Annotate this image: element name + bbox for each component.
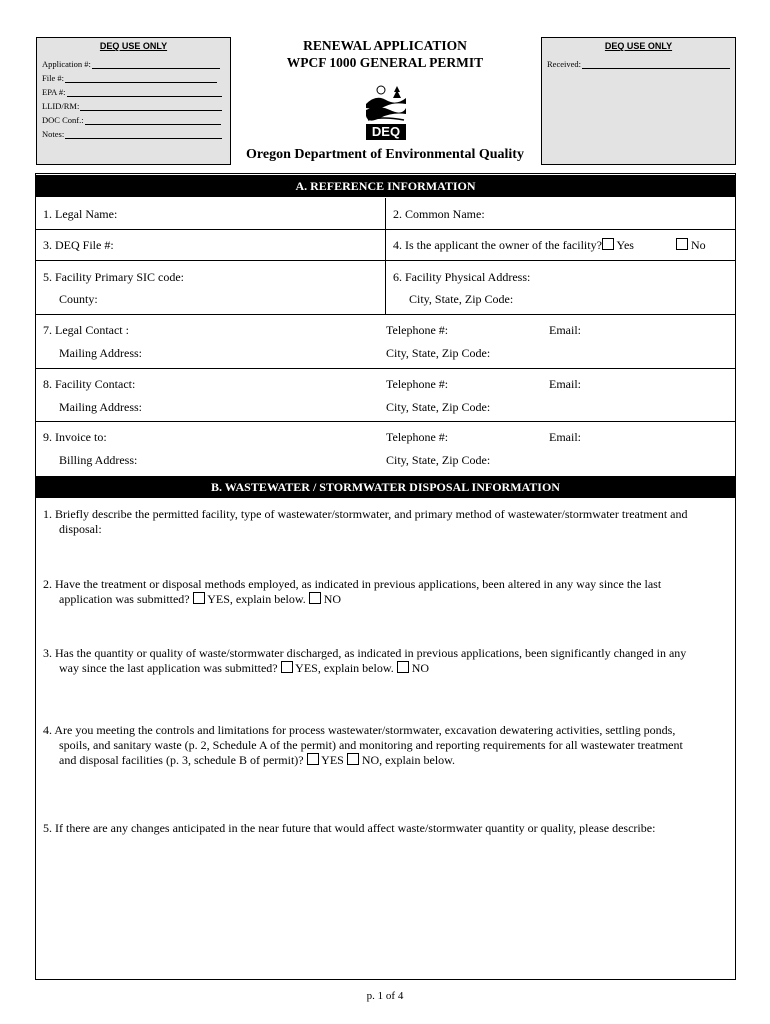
question-2-no-label: NO <box>323 592 342 606</box>
facility-contact-email-field[interactable]: Email: <box>549 377 581 391</box>
notes-field[interactable]: Notes: <box>42 129 222 139</box>
deq-use-only-title: DEQ USE ONLY <box>99 41 168 51</box>
question-4 <box>43 723 728 768</box>
legal-contact-telephone-field[interactable]: Telephone #: <box>386 323 449 337</box>
question-2 <box>43 577 728 607</box>
owner-yes-label: Yes <box>616 238 634 252</box>
question-4-line-2: spoils, and sanitary waste (p. 2, Schedule A of the permit) and monitoring and reporting requirements for all wastewater treatment <box>59 738 683 752</box>
sic-code-field[interactable]: 5. Facility Primary SIC code: <box>43 270 184 284</box>
owner-no <box>676 238 706 253</box>
application-number-field[interactable]: Application #: <box>42 59 220 69</box>
deq-logo <box>364 82 408 142</box>
owner-no-label: No <box>691 238 706 252</box>
row-divider <box>36 314 735 315</box>
legal-name-field[interactable]: 1. Legal Name: <box>43 207 118 221</box>
question-3-line-2: way since the last application was submitted? <box>59 661 278 675</box>
invoice-email-field[interactable]: Email: <box>549 430 581 444</box>
question-3-no-label: NO <box>411 661 430 675</box>
billing-city-state-zip-field[interactable]: City, State, Zip Code: <box>386 453 491 467</box>
row-divider <box>36 260 735 261</box>
row-divider <box>36 421 735 422</box>
question-4-yes-checkbox[interactable] <box>307 753 319 765</box>
section-b-header: B. WASTEWATER / STORMWATER DISPOSAL INFORMATION <box>36 476 735 498</box>
facility-contact-city-state-zip-field[interactable]: City, State, Zip Code: <box>386 400 491 414</box>
invoice-telephone-field[interactable]: Telephone #: <box>386 430 449 444</box>
physical-address-field[interactable]: 6. Facility Physical Address: <box>393 270 531 284</box>
question-2-yes-checkbox[interactable] <box>193 592 205 604</box>
question-4-no-label: NO, explain below. <box>361 753 456 767</box>
deq-logo-text: DEQ <box>371 124 401 139</box>
deq-file-field[interactable]: 3. DEQ File #: <box>43 238 114 252</box>
question-1-line-1: 1. Briefly describe the permitted facility, type of wastewater/stormwater, and primary method of wastewater/stormwater treatment and <box>43 507 688 521</box>
question-2-line-1: 2. Have the treatment or disposal methods employed, as indicated in previous applications, been altered in any way since the last <box>43 577 662 591</box>
owner-no-checkbox[interactable] <box>676 238 688 250</box>
row-divider <box>36 368 735 369</box>
county-field[interactable]: County: <box>59 292 98 306</box>
question-2-no-checkbox[interactable] <box>309 592 321 604</box>
facility-contact-field[interactable]: 8. Facility Contact: <box>43 377 136 391</box>
facility-contact-mailing-address-field[interactable]: Mailing Address: <box>59 400 142 414</box>
question-4-line-1: 4. Are you meeting the controls and limitations for process wastewater/stormwater, excavation dewatering activities, settling ponds, <box>43 723 676 737</box>
legal-contact-city-state-zip-field[interactable]: City, State, Zip Code: <box>386 346 491 360</box>
question-3-no-checkbox[interactable] <box>397 661 409 673</box>
question-3 <box>43 646 728 676</box>
form-title: RENEWAL APPLICATION <box>303 38 467 53</box>
deq-use-only-box-right <box>541 37 736 165</box>
owner-question <box>393 238 634 253</box>
legal-contact-email-field[interactable]: Email: <box>549 323 581 337</box>
received-field[interactable]: Received: <box>547 59 730 69</box>
deq-use-only-title: DEQ USE ONLY <box>604 41 673 51</box>
question-2-line-2: application was submitted? <box>59 592 190 606</box>
invoice-to-field[interactable]: 9. Invoice to: <box>43 430 107 444</box>
legal-contact-field[interactable]: 7. Legal Contact : <box>43 323 129 337</box>
owner-question-label: 4. Is the applicant the owner of the facility? <box>393 238 602 252</box>
deq-use-only-box-left <box>36 37 231 165</box>
doc-conf-field[interactable]: DOC Conf.: <box>42 115 221 125</box>
agency-name: Oregon Department of Environmental Quality <box>246 147 524 162</box>
llid-rm-field[interactable]: LLID/RM: <box>42 101 222 111</box>
question-5[interactable]: 5. If there are any changes anticipated in the near future that would affect waste/stormwater quantity or quality, please describe: <box>43 821 656 835</box>
page-number: p. 1 of 4 <box>366 990 404 1002</box>
question-3-yes-checkbox[interactable] <box>281 661 293 673</box>
question-4-yes-label: YES <box>321 753 344 767</box>
epa-number-field[interactable]: EPA #: <box>42 87 222 97</box>
legal-contact-mailing-address-field[interactable]: Mailing Address: <box>59 346 142 360</box>
row-divider <box>36 229 735 230</box>
billing-address-field[interactable]: Billing Address: <box>59 453 138 467</box>
question-2-yes-label: YES, explain below. <box>207 592 306 606</box>
facility-contact-telephone-field[interactable]: Telephone #: <box>386 377 449 391</box>
column-divider <box>385 198 386 314</box>
section-a-header: A. REFERENCE INFORMATION <box>36 175 735 197</box>
common-name-field[interactable]: 2. Common Name: <box>393 207 485 221</box>
question-1-line-2: disposal: <box>59 522 102 536</box>
owner-yes-checkbox[interactable] <box>602 238 614 250</box>
question-4-no-checkbox[interactable] <box>347 753 359 765</box>
file-number-field[interactable]: File #: <box>42 73 217 83</box>
question-1[interactable] <box>43 507 728 537</box>
question-3-yes-label: YES, explain below. <box>295 661 394 675</box>
physical-city-state-zip-field[interactable]: City, State, Zip Code: <box>409 292 514 306</box>
question-4-line-3: and disposal facilities (p. 3, schedule B of permit)? <box>59 753 304 767</box>
form-subtitle: WPCF 1000 GENERAL PERMIT <box>286 55 484 70</box>
question-3-line-1: 3. Has the quantity or quality of waste/stormwater discharged, as indicated in previous applications, been significantly changed in any <box>43 646 687 660</box>
